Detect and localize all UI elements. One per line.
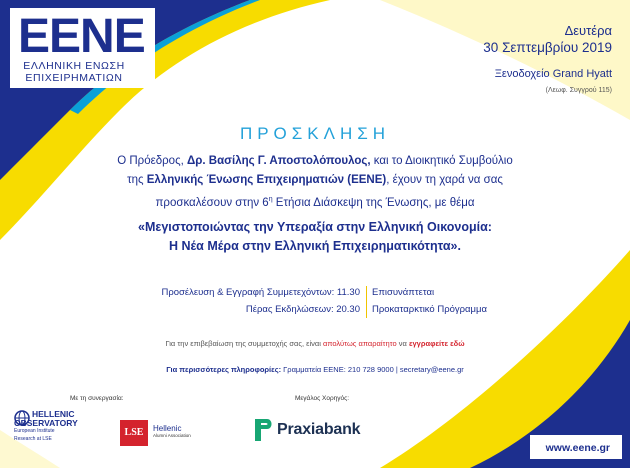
required-text: απολύτως απαραίτητο	[322, 339, 397, 348]
schedule-divider	[366, 286, 367, 318]
praxiabank-logo	[253, 415, 383, 445]
event-date-venue	[483, 22, 612, 94]
event-date: 30 Σεπτεμβρίου 2019	[483, 40, 612, 55]
theme-line-1: «Μεγιστοποιώντας την Υπεραξία στην Ελληνική Οικονομία:	[138, 220, 492, 234]
schedule-program	[372, 284, 487, 318]
paragraph-line-1: Ο Πρόεδρος, Δρ. Βασίλης Γ. Αποστολόπουλος, και το Διοικητικό Συμβούλιο	[117, 155, 513, 167]
contact-info	[0, 365, 630, 374]
register-link[interactable]: εγγραφείτε εδώ	[408, 339, 465, 348]
president-name: Δρ. Βασίλης Γ. Αποστολόπουλος,	[187, 155, 371, 167]
praxiabank-name: Praxiabank	[277, 421, 361, 438]
attached-label: Επισυνάπτεται	[372, 287, 435, 298]
sponsor-label: Μεγάλος Χορηγός:	[295, 395, 350, 402]
organization-name: Ελληνικής Ένωσης Επιχειρηματιών (ΕΕΝΕ)	[146, 174, 387, 186]
theme-line-2: Η Νέα Μέρα στην Ελληνική Επιχειρηματικότητα».	[169, 239, 461, 253]
website-link[interactable]: www.eene.gr	[545, 442, 610, 454]
invitation-title: ΠΡΟΣΚΛΗΣΗ	[239, 124, 391, 143]
info-label: Για περισσότερες πληροφορίες:	[166, 365, 282, 374]
paragraph-line-2: της Ελληνικής Ένωσης Επιχειρηματιών (ΕΕΝΕ), έχουν τη χαρά να σας	[127, 174, 503, 186]
confirmation-note: Για την επιβεβαίωση της συμμετοχής σας, είναι απολύτως απαραίτητο να εγγραφείτε εδώ	[165, 339, 465, 348]
logo-mark: EENE	[18, 10, 145, 63]
logo-subtitle-2: ΕΠΙΧΕΙΡΗΜΑΤΙΩΝ	[25, 72, 123, 84]
eene-logo	[18, 10, 148, 84]
event-venue: Ξενοδοχείο Grand Hyatt	[494, 68, 612, 80]
arrival-time: Προσέλευση & Εγγραφή Συμμετεχόντων: 11.30	[161, 287, 360, 298]
praxiabank-icon	[253, 415, 275, 443]
end-time: Πέρας Εκδηλώσεων: 20.30	[245, 304, 360, 315]
globe-icon	[14, 410, 30, 426]
hellenic-observatory-logo: HELLENIC OBSERVATORY European Institute Research at LSE	[14, 409, 78, 442]
conference-theme	[40, 218, 590, 256]
paragraph-line-3: προσκαλέσουν στην $6^\eta$ Ετήσια Διάσκεψη της Ένωσης, με θέμα	[155, 196, 475, 209]
schedule-times	[100, 284, 360, 318]
info-text: Γραμματεία ΕΕΝΕ: 210 728 9000 | secretary@eene.gr	[281, 365, 464, 374]
lse-logo-mark: LSE	[120, 420, 148, 446]
program-link[interactable]: Προκαταρκτικό Πρόγραμμα	[372, 304, 487, 315]
logo-subtitle-1: ΕΛΛΗΝΙΚΗ ΕΝΩΣΗ	[23, 60, 125, 72]
lse-alumni-text: Hellenic Alumni Association	[153, 424, 191, 438]
event-day: Δευτέρα	[564, 23, 612, 38]
event-address: (Λεωφ. Συγγρού 115)	[545, 87, 612, 94]
invitation-paragraph	[60, 152, 570, 213]
collaboration-label: Με τη συνεργασία:	[70, 395, 124, 402]
